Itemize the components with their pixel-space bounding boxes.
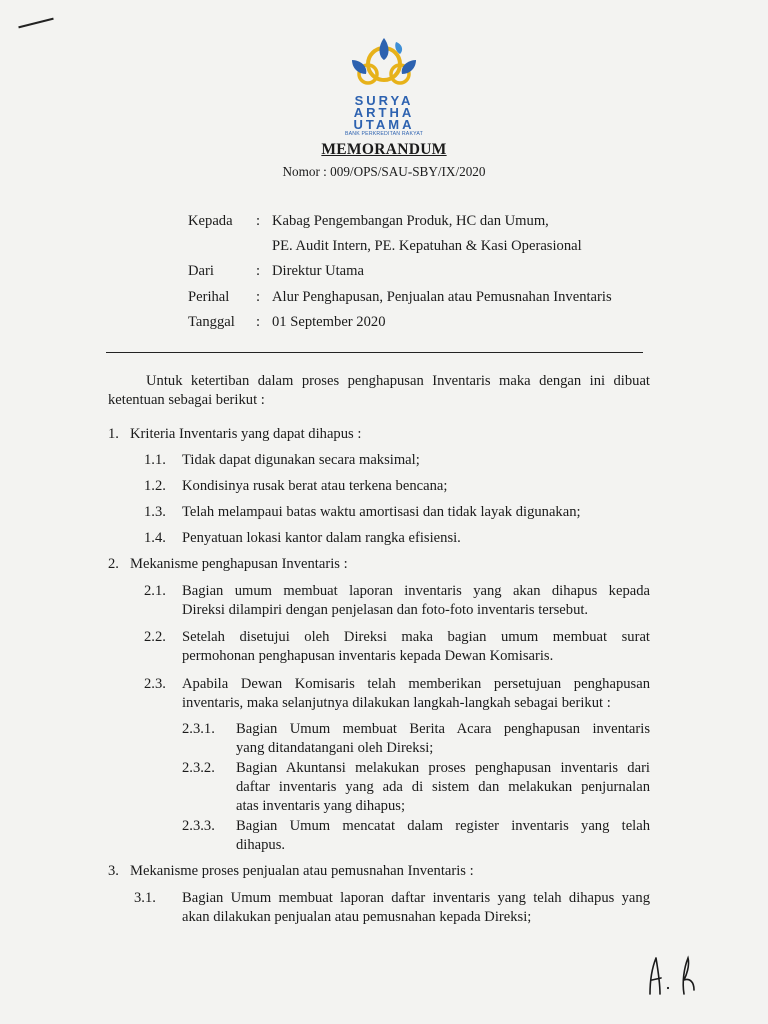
- item-1-1-text: Tidak dapat digunakan secara maksimal;: [182, 452, 420, 468]
- kepada-colon: :: [256, 213, 261, 229]
- item-2-3-number: 2.3.: [144, 676, 166, 692]
- item-2-3-3-line-1: Bagian Umum mencatat dalam register inventaris yang telah: [236, 818, 650, 834]
- tanggal-value: 01 September 2020: [272, 314, 386, 330]
- section-3-title: Mekanisme proses penjualan atau pemusnahan Inventaris :: [130, 863, 474, 879]
- logo-text-3: UTAMA: [353, 117, 415, 132]
- item-2-3-line-1: Apabila Dewan Komisaris telah memberikan persetujuan penghapusan: [182, 676, 650, 692]
- item-1-2-text: Kondisinya rusak berat atau terkena bencana;: [182, 478, 448, 494]
- item-2-3-2-number: 2.3.2.: [182, 760, 215, 776]
- section-2-title: Mekanisme penghapusan Inventaris :: [130, 556, 348, 572]
- item-3-1-line-1: Bagian Umum membuat laporan daftar inventaris yang telah dihapus yang: [182, 890, 650, 906]
- section-1-title: Kriteria Inventaris yang dapat dihapus :: [130, 426, 362, 442]
- item-1-4-number: 1.4.: [144, 530, 166, 546]
- logo-text-2: ARTHA: [353, 105, 415, 120]
- header-divider: [106, 352, 643, 353]
- logo-tagline: BANK PERKREDITAN RAKYAT: [344, 131, 424, 137]
- item-1-1-number: 1.1.: [144, 452, 166, 468]
- signature-initials: [644, 950, 704, 1000]
- item-2-3-1-line-2: yang ditandatangani oleh Direksi;: [236, 740, 434, 756]
- item-2-3-3-line-2: dihapus.: [236, 837, 286, 853]
- kepada-value-1: Kabag Pengembangan Produk, HC dan Umum,: [272, 213, 549, 229]
- item-2-2-line-1: Setelah disetujui oleh Direksi maka bagian umum membuat surat: [182, 629, 650, 645]
- section-2-number: 2.: [108, 556, 119, 572]
- kepada-value-2: PE. Audit Intern, PE. Kepatuhan & Kasi Operasional: [272, 238, 582, 254]
- pen-mark: [18, 18, 53, 29]
- tanggal-label: Tanggal: [188, 314, 235, 330]
- perihal-label: Perihal: [188, 289, 230, 305]
- item-3-1-number: 3.1.: [134, 890, 156, 906]
- perihal-colon: :: [256, 289, 261, 305]
- item-2-3-2-line-1: Bagian Akuntansi melakukan proses penghapusan inventaris dari: [236, 760, 650, 776]
- item-1-4-text: Penyatuan lokasi kantor dalam rangka efisiensi.: [182, 530, 461, 546]
- item-2-3-1-line-1: Bagian Umum membuat Berita Acara penghapusan inventaris: [236, 721, 650, 737]
- item-2-3-line-2: inventaris, maka selanjutnya dilakukan langkah-langkah sebagai berikut :: [182, 695, 611, 711]
- intro-line-1: Untuk ketertiban dalam proses penghapusan Inventaris maka dengan ini dibuat: [146, 373, 650, 389]
- kepada-label: Kepada: [188, 213, 233, 229]
- section-3-number: 3.: [108, 863, 119, 879]
- item-3-1-line-2: akan dilakukan penjualan atau pemusnahan kepada Direksi;: [182, 909, 532, 925]
- perihal-value: Alur Penghapusan, Penjualan atau Pemusnahan Inventaris: [272, 289, 612, 305]
- item-2-3-2-line-3: atas inventaris yang dihapus;: [236, 798, 406, 814]
- item-2-3-2-line-2: daftar inventaris yang ada di sistem dan melakukan penjurnalan: [236, 779, 650, 795]
- section-1-number: 1.: [108, 426, 119, 442]
- bank-logo: [338, 34, 430, 137]
- item-2-1-number: 2.1.: [144, 583, 166, 599]
- logo-text-1: SURYA: [354, 93, 414, 108]
- logo-emblem-icon: [338, 34, 430, 90]
- item-1-3-number: 1.3.: [144, 504, 166, 520]
- dari-colon: :: [256, 263, 261, 279]
- memo-title: MEMORANDUM: [321, 141, 447, 158]
- item-1-3-text: Telah melampaui batas waktu amortisasi dan tidak layak digunakan;: [182, 504, 581, 520]
- memo-number: Nomor : 009/OPS/SAU-SBY/IX/2020: [282, 164, 486, 179]
- item-2-3-1-number: 2.3.1.: [182, 721, 215, 737]
- item-2-3-3-number: 2.3.3.: [182, 818, 215, 834]
- intro-line-2: ketentuan sebagai berikut :: [108, 392, 265, 408]
- item-2-2-line-2: permohonan penghapusan inventaris kepada Dewan Komisaris.: [182, 648, 554, 664]
- item-2-2-number: 2.2.: [144, 629, 166, 645]
- item-2-1-line-1: Bagian umum membuat laporan inventaris yang akan dihapus kepada: [182, 583, 650, 599]
- tanggal-colon: :: [256, 314, 261, 330]
- dari-value: Direktur Utama: [272, 263, 364, 279]
- item-1-2-number: 1.2.: [144, 478, 166, 494]
- item-2-1-line-2: Direksi dilampiri dengan penjelasan dan foto-foto inventaris tersebut.: [182, 602, 589, 618]
- dari-label: Dari: [188, 263, 214, 279]
